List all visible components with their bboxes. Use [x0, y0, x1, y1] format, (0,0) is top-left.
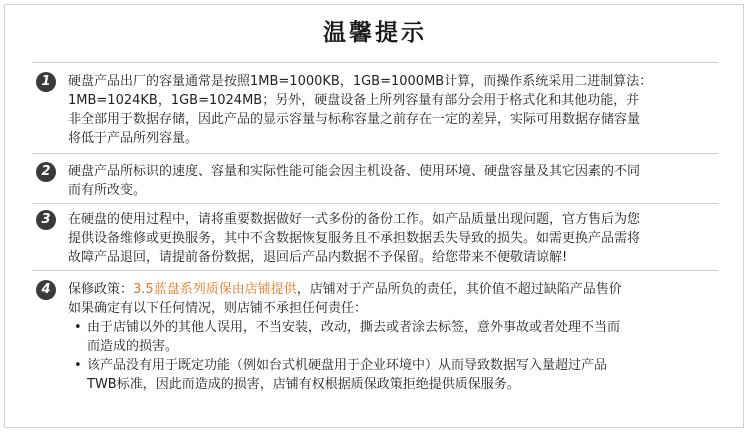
divider: [32, 153, 718, 154]
number-2-icon: 2: [36, 162, 56, 182]
notice-line: 1MB=1024KB，1GB=1024MB；另外，硬盘设备上所列容量有部分会用于格式化和其他功能，并: [68, 93, 640, 108]
notice-text-2: [68, 162, 728, 200]
notice-line: 故障产品退回，请提前备份数据，退回后产品内数据不予保留。给您带来不便敬请谅解!: [68, 250, 568, 265]
number-4-icon: 4: [36, 280, 56, 300]
bullet-item: [68, 356, 728, 375]
divider: [32, 203, 718, 204]
notice-text-3: [68, 210, 728, 267]
divider: [32, 270, 718, 271]
notice-text-1: [68, 72, 728, 148]
bullet-icon: •: [74, 320, 82, 335]
page-title: 温馨提示: [323, 20, 427, 46]
notice-text-4: [68, 280, 728, 394]
number-3-icon: 3: [36, 210, 56, 230]
warranty-line: [68, 280, 728, 299]
warranty-highlight: 3.5蓝盘系列质保由店铺提供: [133, 282, 297, 297]
warranty-suffix: ，店铺对于产品所负的责任，其价值不超过缺陷产品售价: [296, 282, 622, 297]
notice-line: 而有所改变。: [68, 183, 147, 198]
bullet-item: [68, 318, 728, 337]
bullet-continuation: TWB标准，因此而造成的损害，店铺有权根据质保政策拒绝提供质保服务。: [87, 377, 520, 392]
divider: [32, 62, 718, 63]
notice-line: 在硬盘的使用过程中，请将重要数据做好一式多份的备份工作。如产品质量出现问题，官方售后为您: [68, 212, 641, 227]
number-1-icon: 1: [36, 72, 56, 92]
notice-line: 如果确定有以下任何情况，则店铺不承担任何责任：: [68, 301, 368, 316]
bullet-continuation: 而造成的损害。: [87, 339, 179, 354]
notice-line: 非全部用于数据存储，因此产品的显示容量与标称容量之前存在一定的差异，实际可用数据存储容量: [68, 112, 641, 127]
warranty-prefix: 保修政策：: [68, 282, 134, 297]
bullet-text: 该产品没有用于既定功能（例如台式机硬盘用于企业环境中）从而导致数据写入量超过产品: [87, 358, 608, 373]
bullet-icon: •: [74, 358, 82, 373]
notice-line: 硬盘产品出厂的容量通常是按照1MB=1000KB，1GB=1000MB计算，而操作系统采用二进制算法：: [68, 74, 653, 89]
bullet-text: 由于店铺以外的其他人误用，不当安装，改动，撕去或者涂去标签，意外事故或者处理不当而: [87, 320, 621, 335]
notice-line: 硬盘产品所标识的速度、容量和实际性能可能会因主机设备、使用环境、硬盘容量及其它因素的不同: [68, 164, 641, 179]
notice-line: 将低于产品所列容量。: [68, 131, 199, 146]
notice-line: 提供设备维修或更换服务，其中不含数据恢复服务且不承担数据丢失导致的损失。如需更换产品需将: [68, 231, 641, 246]
